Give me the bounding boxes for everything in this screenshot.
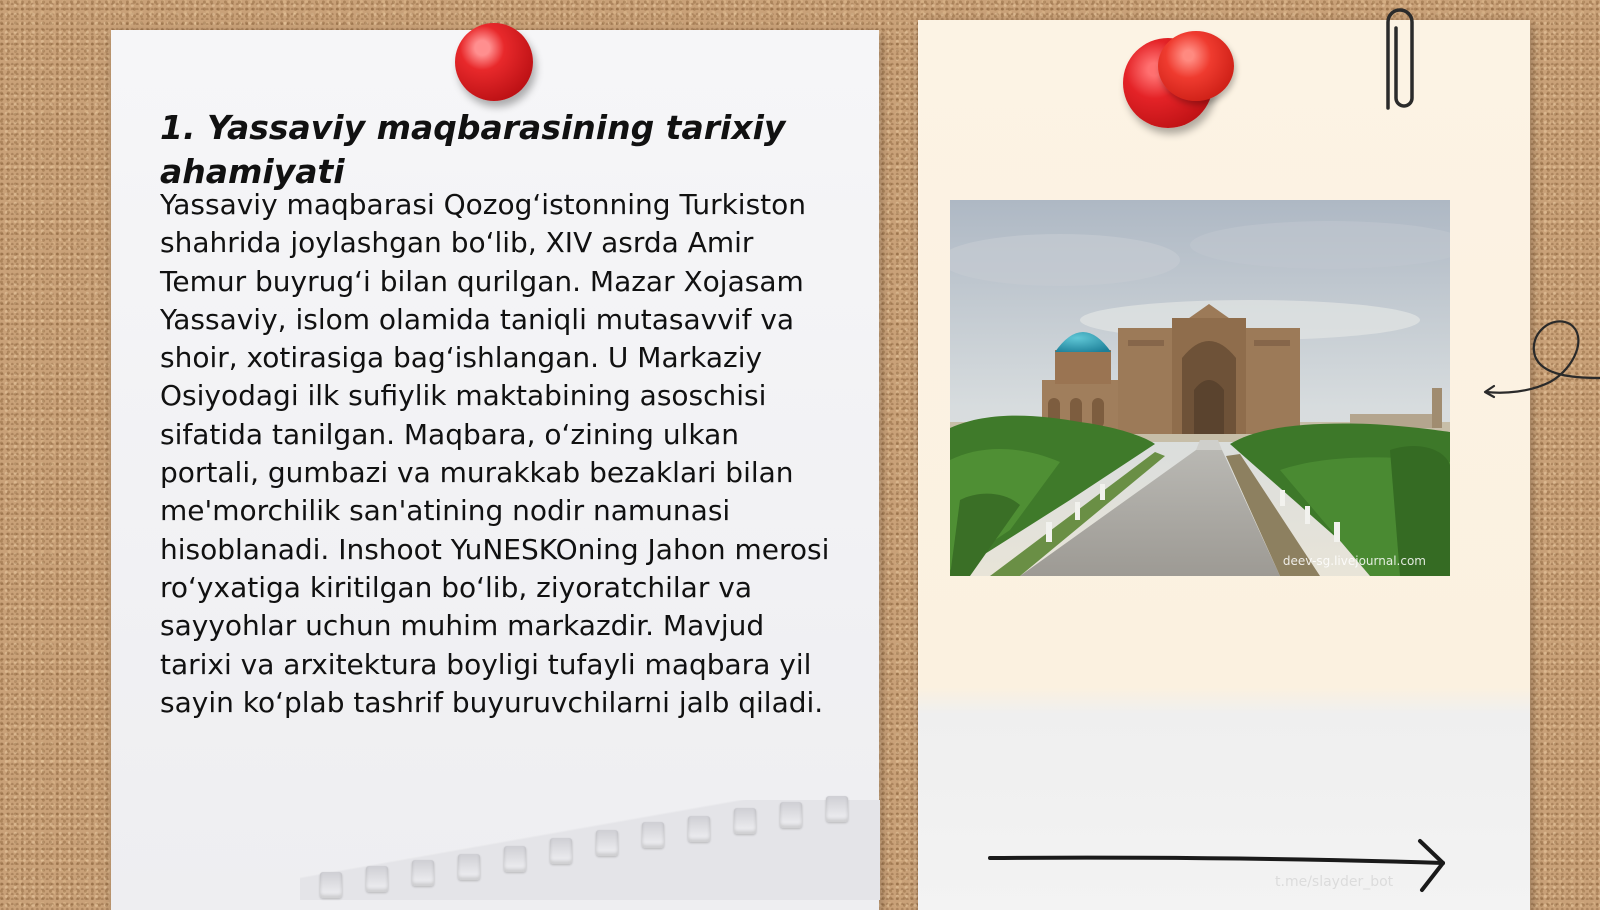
paperclip-icon xyxy=(1374,0,1424,125)
tear-hole xyxy=(504,846,526,872)
tear-hole xyxy=(734,808,756,834)
tear-hole xyxy=(412,860,434,886)
tear-hole xyxy=(458,854,480,880)
tear-hole xyxy=(320,872,342,898)
pushpin-icon xyxy=(455,23,533,101)
slide-body-text: Yassaviy maqbarasi Qozog‘istonning Turkiston shahrida joylashgan bo‘lib, XIV asrda Amir Temur buyrug‘i bilan qurilgan. Mazar Xojasam Yassaviy, islom olamida taniqli mutasavvif va shoir, xotirasiga bag‘ishlangan. U Markaziy Osiyodagi ilk sufiylik maktabining asoschisi sifatida tanilgan. Maqbara, o‘zining ulkan portali, gumbazi va murakkab bezaklari bilan me'morchilik san'atining nodir namunasi hisoblanadi. Inshoot YuNESKOning Jahon merosi ro‘yxatiga kiritilgan bo‘lib, ziyoratchilar va sayyohlar uchun muhim markazdir. Mavjud tarixi va arxitektura boyligi tufayli maqbara yil sayin ko‘plab tashrif buyuruvchilarni jalb qiladi. xyxy=(160,188,830,719)
mausoleum-illustration xyxy=(950,200,1450,576)
pushpin-icon xyxy=(1158,31,1234,101)
tear-hole xyxy=(596,830,618,856)
mausoleum-photo xyxy=(950,200,1450,576)
tear-hole xyxy=(366,866,388,892)
photo-watermark: deev-sg.livejournal.com xyxy=(1282,554,1426,568)
tear-hole xyxy=(688,816,710,842)
footer-watermark: t.me/slayder_bot xyxy=(1275,874,1394,890)
tear-hole xyxy=(826,796,848,822)
tear-hole xyxy=(550,838,572,864)
tear-hole xyxy=(642,822,664,848)
curly-arrow-icon xyxy=(1480,312,1600,412)
torn-paper-edge xyxy=(300,800,880,900)
tear-hole xyxy=(780,802,802,828)
slide-title: 1. Yassaviy maqbarasining tarixiy ahamiyati xyxy=(160,108,786,191)
